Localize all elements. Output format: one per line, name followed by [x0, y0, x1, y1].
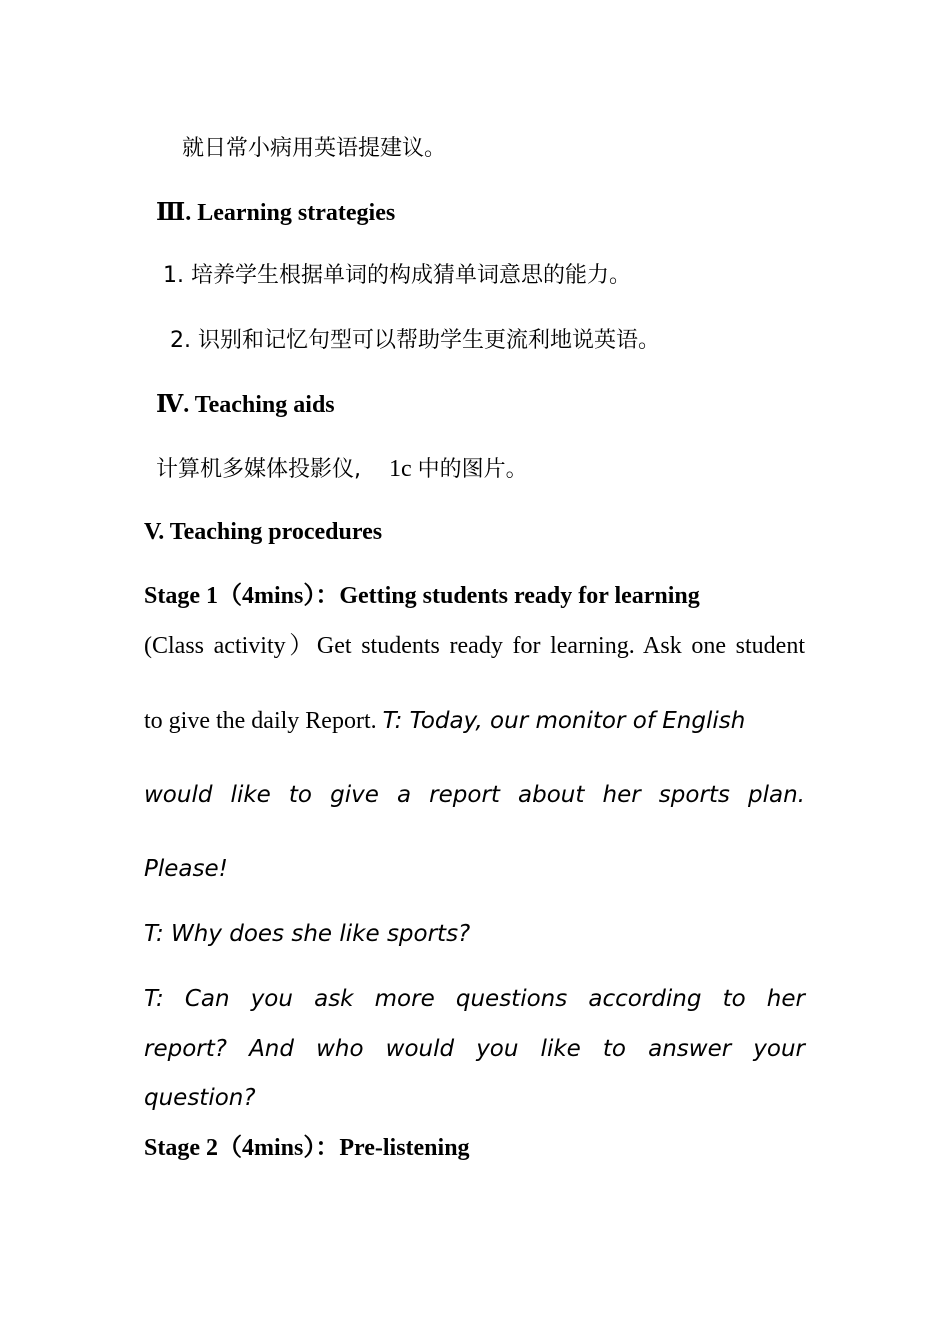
teaching-aids-end: 中的图片。 — [417, 457, 528, 482]
stage-1-line-2-plain: to give the daily Report. — [144, 708, 377, 734]
intro-line: 就日常小病用英语提建议。 — [182, 136, 447, 161]
teacher-question-2-line-1: T: Can you ask more questions according to her — [144, 986, 805, 1012]
stage-1-line-4: Please! — [144, 856, 228, 882]
stage-1-line-2-italic: T: Today, our monitor of English — [382, 708, 746, 734]
stage-1-line-3: would like to give a report about her sports plan. — [144, 782, 805, 808]
stage-1-line-2 — [144, 706, 745, 736]
strategy-item-1: 1. 培养学生根据单词的构成猜单词意思的能力。 — [163, 263, 631, 288]
section-3-heading: Ⅲ. Learning strategies — [156, 200, 396, 226]
section-4-heading: Ⅳ. Teaching aids — [156, 392, 335, 418]
teaching-aids-cn: 计算机多媒体投影仪, — [156, 457, 361, 482]
stage-1-line-1: (Class activity）Get students ready for learning. Ask one student — [144, 633, 805, 659]
teacher-question-2-line-3: question? — [144, 1085, 256, 1111]
strategy-item-2: 2. 识别和记忆句型可以帮助学生更流利地说英语。 — [170, 328, 660, 353]
teaching-aids-code: 1c — [389, 456, 412, 482]
teacher-question-2-line-2: report? And who would you like to answer your — [144, 1036, 805, 1062]
stage-1-heading: Stage 1（4mins）：Getting students ready for learning — [144, 583, 700, 609]
stage-2-heading: Stage 2（4mins）：Pre-listening — [144, 1135, 470, 1161]
teaching-aids-text — [156, 454, 528, 485]
section-5-heading: V. Teaching procedures — [144, 519, 383, 545]
teacher-question-1: T: Why does she like sports? — [144, 921, 471, 947]
